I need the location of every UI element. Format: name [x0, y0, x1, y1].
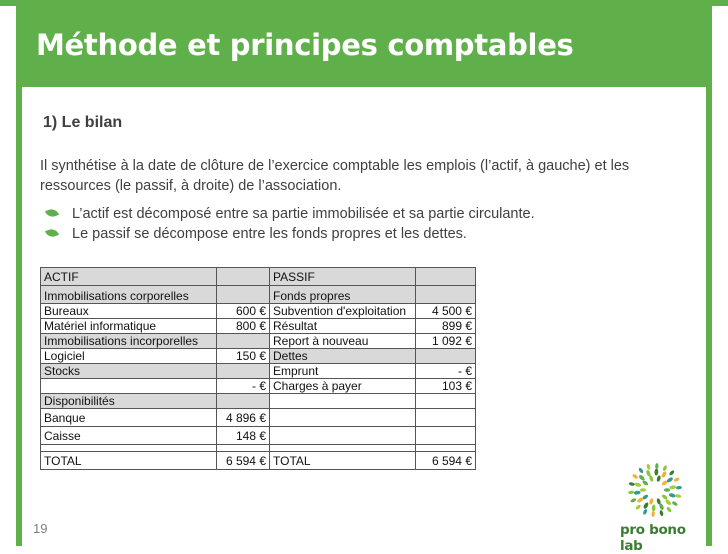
- table-row: [41, 427, 476, 445]
- leaf-bullet-icon: [45, 227, 59, 239]
- title-banner: [16, 6, 712, 87]
- intro-paragraph: Il synthétise à la date de clôture de l’exercice comptable les emplois (l’actif, à gauche) et les ressources (le passif, à droite) de l’association.: [40, 158, 630, 194]
- actif-value: 4 896 €: [217, 409, 270, 427]
- spacer-cell: [270, 445, 416, 452]
- actif-total-label: TOTAL: [41, 452, 217, 470]
- passif-header: PASSIF: [270, 268, 416, 286]
- bullet-list: [40, 204, 535, 244]
- bullet-item: [40, 204, 535, 224]
- spacer-cell: [416, 445, 476, 452]
- table-row: [41, 319, 476, 334]
- passif-label: Emprunt: [270, 364, 416, 379]
- passif-total-value: 6 594 €: [416, 452, 476, 470]
- passif-label: Fonds propres: [270, 286, 416, 304]
- bullet-text: Le passif se décompose entre les fonds propres et les dettes.: [72, 226, 467, 242]
- table-row: [41, 334, 476, 349]
- spacer-cell: [41, 445, 217, 452]
- passif-value: [416, 349, 476, 364]
- leaf-bullet-icon: [45, 207, 59, 219]
- actif-total-value: 6 594 €: [217, 452, 270, 470]
- actif-label: [41, 379, 217, 394]
- right-frame-border: [706, 87, 712, 546]
- actif-label: Caisse: [41, 427, 217, 445]
- passif-value: 103 €: [416, 379, 476, 394]
- actif-label: Immobilisations incorporelles: [41, 334, 217, 349]
- passif-value: 4 500 €: [416, 304, 476, 319]
- passif-value: [416, 409, 476, 427]
- passif-value: [416, 427, 476, 445]
- logo-text: pro bono lab: [620, 522, 686, 554]
- bullet-text: L’actif est décomposé entre sa partie immobilisée et sa partie circulante.: [72, 206, 535, 222]
- table-row: [41, 379, 476, 394]
- actif-label: Stocks: [41, 364, 217, 379]
- passif-value: - €: [416, 364, 476, 379]
- actif-header-value: [217, 268, 270, 286]
- actif-label: Bureaux: [41, 304, 217, 319]
- actif-value: 800 €: [217, 319, 270, 334]
- slide-number: 19: [33, 521, 48, 536]
- actif-header: ACTIF: [41, 268, 217, 286]
- table-row: [41, 349, 476, 364]
- table-row: [41, 286, 476, 304]
- passif-label: [270, 394, 416, 409]
- actif-value: 600 €: [217, 304, 270, 319]
- passif-value: [416, 394, 476, 409]
- passif-label: Subvention d'exploitation: [270, 304, 416, 319]
- left-frame-border: [16, 87, 22, 546]
- passif-total-label: TOTAL: [270, 452, 416, 470]
- passif-label: Report à nouveau: [270, 334, 416, 349]
- actif-value: 148 €: [217, 427, 270, 445]
- actif-value: [217, 334, 270, 349]
- table-row: [41, 304, 476, 319]
- table-header-row: [41, 268, 476, 286]
- actif-label: Logiciel: [41, 349, 217, 364]
- actif-value: [217, 364, 270, 379]
- passif-label: Dettes: [270, 349, 416, 364]
- table-row: [41, 394, 476, 409]
- total-row: [41, 452, 476, 470]
- passif-label: Résultat: [270, 319, 416, 334]
- passif-header-value: [416, 268, 476, 286]
- actif-value: [217, 286, 270, 304]
- actif-label: Matériel informatique: [41, 319, 217, 334]
- balance-sheet-table: [40, 267, 476, 470]
- page-title: Méthode et principes comptables: [36, 28, 574, 62]
- passif-label: Charges à payer: [270, 379, 416, 394]
- section-subtitle: 1) Le bilan: [43, 114, 123, 131]
- passif-label: [270, 409, 416, 427]
- passif-value: 899 €: [416, 319, 476, 334]
- actif-value: - €: [217, 379, 270, 394]
- bullet-item: [40, 224, 535, 244]
- passif-value: 1 092 €: [416, 334, 476, 349]
- actif-value: 150 €: [217, 349, 270, 364]
- actif-label: Banque: [41, 409, 217, 427]
- table-row: [41, 364, 476, 379]
- table-spacer-row: [41, 445, 476, 452]
- passif-label: [270, 427, 416, 445]
- actif-label: Disponibilités: [41, 394, 217, 409]
- spacer-cell: [217, 445, 270, 452]
- passif-value: [416, 286, 476, 304]
- table-row: [41, 409, 476, 427]
- actif-label: Immobilisations corporelles: [41, 286, 217, 304]
- actif-value: [217, 394, 270, 409]
